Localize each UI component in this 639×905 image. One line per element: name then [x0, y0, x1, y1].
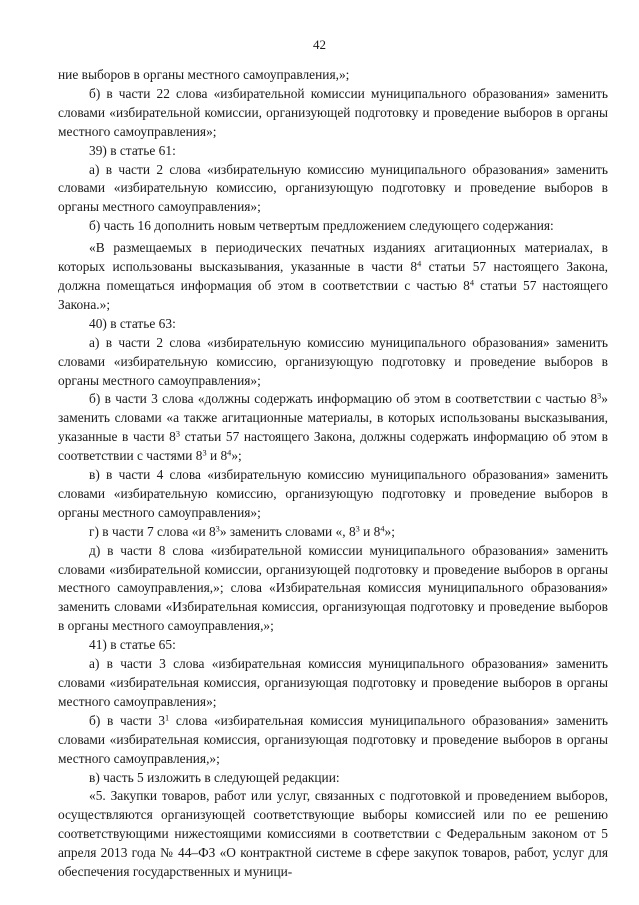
paragraph-text: б) в части 3: [89, 712, 166, 728]
paragraph-text: «В размещаемых в периодических печатных изданиях агитационных материалах, в которых использованы высказывания, указанные в части 8: [58, 240, 608, 275]
paragraph-text: в) в части 4 слова «избирательную комиссию муниципального образования» заменить словами «избирательную комиссию, организующую подготовку и проведение выборов в органы местного самоуправления»;: [58, 467, 608, 520]
superscript: 1: [165, 713, 170, 723]
paragraph: [58, 315, 608, 334]
superscript: 4: [380, 524, 385, 534]
paragraph: [58, 712, 608, 769]
paragraph: [58, 334, 608, 391]
paragraph: [58, 85, 608, 142]
paragraph-text: б) в части 22 слова «избирательной комиссии муниципального образования» заменить словами «избирательной комиссии, организующей подготовку и проведение выборов в органы местного самоуправления»;: [58, 85, 608, 139]
paragraph-text: и 8: [359, 523, 381, 539]
paragraph-text: статьи 57 настоящего Закона.»;: [58, 277, 608, 312]
paragraph: [58, 655, 608, 712]
paragraph-text: «5. Закупки товаров, работ или услуг, связанных с подготовкой и проведением выборов, осуществляются организующей соответствующие выборы комиссией или по ее решению соответствующими нижестоящими комиссиями в соответствии с Федеральным законом от 5 апреля 2013 года № 44–ФЗ «О контрактной системе в сфере закупок товаров, работ, услуг для обеспечения государственных и муници-: [58, 788, 608, 880]
paragraph-text: » заменить словами «а также агитационные материалы, в которых использованы высказывания, указанные в части 8: [58, 391, 608, 445]
superscript: 3: [355, 524, 360, 534]
paragraph-text: слова «избирательная комиссия муниципального образования» заменить словами «избирательная комиссия, организующая подготовку и проведение выборов в органы местного самоуправления,»;: [58, 712, 608, 766]
superscript: 3: [202, 448, 207, 458]
paragraph-text: а) в части 2 слова «избирательную комиссию муниципального образования» заменить словами «избирательную комиссию, организующую подготовку и проведение выборов в органы местного самоуправления»;: [58, 161, 608, 215]
paragraph-text: г) в части 7 слова «и 8: [89, 523, 216, 539]
paragraph-text: д) в части 8 слова «избирательной комиссии муниципального образования» заменить словами «избирательной комиссии, организующей подготовку и проведение выборов в органы местного самоуправления,»; слова «Избирательная комиссия муниципального образования» заменить словами «Избирательная комиссия, организующая подготовку и проведение выборов в органы местного самоуправления,»;: [58, 542, 608, 634]
paragraph-text: » заменить словами «, 8: [219, 523, 356, 539]
paragraph: [58, 66, 608, 85]
paragraph: [58, 239, 608, 315]
superscript: 3: [597, 391, 602, 401]
document-body: [58, 66, 608, 882]
paragraph: [58, 787, 608, 882]
paragraph-text: статьи 57 настоящего Закона, должны содержать информацию об этом в соответствии с частями 8: [58, 429, 609, 464]
paragraph-text: б) часть 16 дополнить новым четвертым предложением следующего содержания:: [89, 218, 554, 234]
superscript: 3: [175, 429, 181, 439]
paragraph-text: статьи 57 настоящего Закона, должна помещаться информация об этом в соответствии с частью 8: [58, 259, 608, 293]
superscript: 4: [469, 278, 475, 288]
paragraph-text: а) в части 2 слова «избирательную комиссию муниципального образования» заменить словами «избирательную комиссию, организующую подготовку и проведение выборов в органы местного самоуправления»;: [58, 334, 608, 388]
paragraph-text: а) в части 3 слова «избирательная комиссия муниципального образования» заменить словами «избирательная комиссия, организующая подготовку и проведение выборов в органы местного самоуправления»;: [58, 656, 608, 709]
paragraph: [58, 636, 608, 655]
paragraph: [58, 466, 608, 523]
paragraph-text: в) часть 5 изложить в следующей редакции:: [89, 769, 340, 785]
page-number: 42: [313, 37, 326, 52]
paragraph-text: 40) в статье 63:: [89, 315, 176, 331]
superscript: 4: [227, 448, 232, 458]
paragraph: [58, 217, 608, 236]
paragraph-text: и 8: [206, 448, 228, 464]
paragraph-text: 41) в статье 65:: [89, 637, 176, 653]
paragraph-text: ние выборов в органы местного самоуправления,»;: [58, 67, 350, 82]
paragraph-text: »;: [231, 448, 242, 464]
paragraph: [58, 161, 608, 218]
paragraph: [58, 769, 608, 788]
paragraph: [58, 390, 608, 466]
paragraph: [58, 142, 608, 161]
paragraph-text: 39) в статье 61:: [89, 142, 176, 158]
paragraph: [58, 542, 608, 637]
paragraph: [58, 523, 608, 542]
superscript: 4: [417, 259, 422, 269]
paragraph-text: »;: [384, 523, 395, 539]
paragraph-text: б) в части 3 слова «должны содержать информацию об этом в соответствии с частью 8: [89, 391, 598, 407]
superscript: 3: [215, 524, 220, 534]
